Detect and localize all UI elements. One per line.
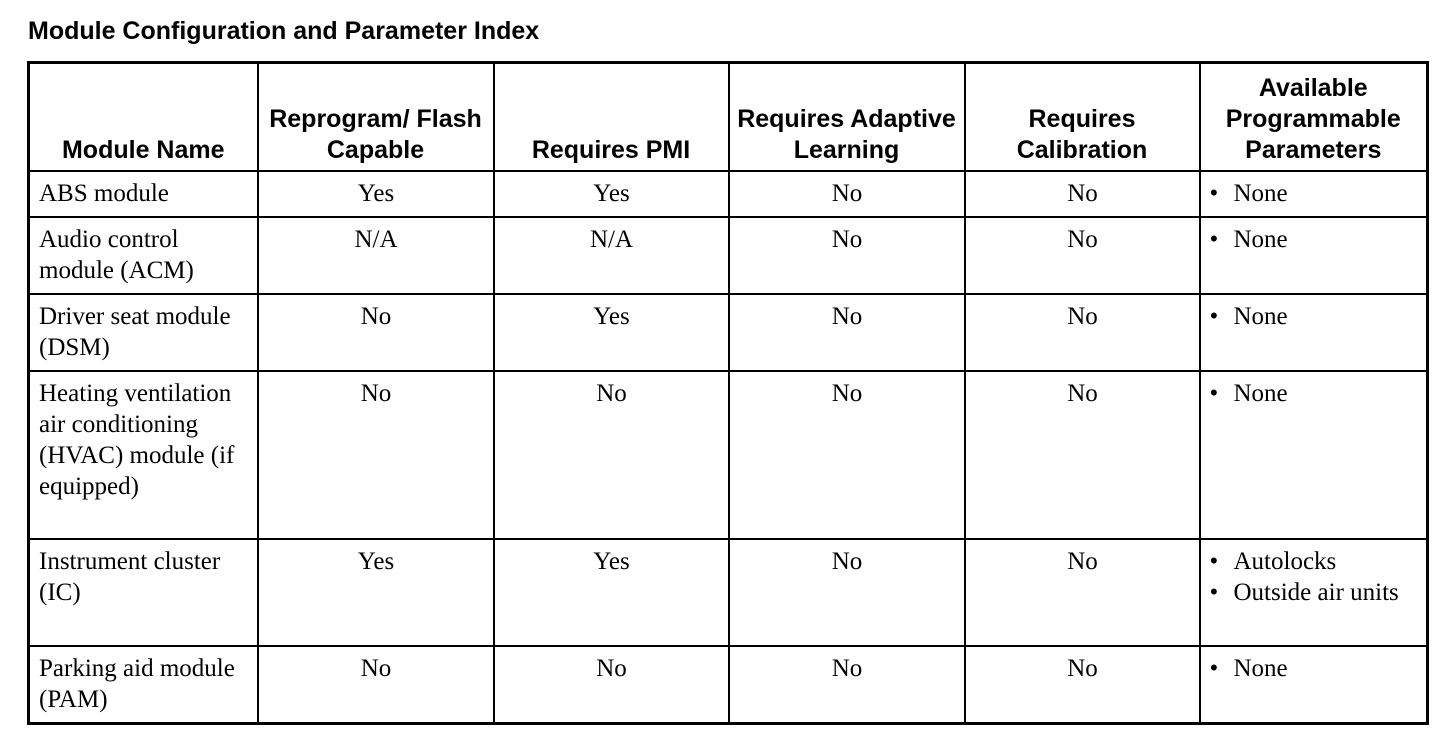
requires-pmi-cell: Yes xyxy=(494,294,729,371)
column-header-requires-pmi: Requires PMI xyxy=(494,63,729,172)
parameter-label: None xyxy=(1233,380,1288,407)
column-header-calibration: Requires Calibration xyxy=(965,63,1200,172)
column-header-adaptive-learning: Requires Adaptive Learning xyxy=(729,63,965,172)
requires-pmi-cell: Yes xyxy=(494,539,729,646)
table-row xyxy=(29,371,1428,539)
parameters-cell xyxy=(1200,371,1428,539)
column-header-module-name: Module Name xyxy=(29,63,258,172)
table-row xyxy=(29,539,1428,646)
column-header-programmable-parameters: Available Programmable Parameters xyxy=(1200,63,1428,172)
flash-capable-cell: No xyxy=(258,294,494,371)
bullet-icon: • xyxy=(1209,226,1219,253)
parameter-item xyxy=(1210,224,1419,255)
calibration-cell: No xyxy=(965,294,1200,371)
table-header xyxy=(29,63,1428,172)
adaptive-learning-cell: No xyxy=(729,294,965,371)
calibration-cell: No xyxy=(965,539,1200,646)
table-row xyxy=(29,646,1428,724)
parameter-list xyxy=(1210,178,1419,209)
module-name-cell: Audio control module (ACM) xyxy=(29,217,258,294)
flash-capable-cell: Yes xyxy=(258,171,494,217)
parameter-label: Autolocks xyxy=(1233,548,1337,575)
header-row xyxy=(29,63,1428,172)
parameter-label: None xyxy=(1233,303,1288,330)
requires-pmi-cell: No xyxy=(494,646,729,724)
module-name-cell: Heating ventilation air conditioning (HVAC) module (if equipped) xyxy=(29,371,258,539)
bullet-icon: • xyxy=(1209,548,1219,575)
requires-pmi-cell: Yes xyxy=(494,171,729,217)
bullet-icon: • xyxy=(1209,380,1219,407)
parameters-cell xyxy=(1200,539,1428,646)
flash-capable-cell: N/A xyxy=(258,217,494,294)
adaptive-learning-cell: No xyxy=(729,217,965,294)
parameter-item xyxy=(1210,653,1419,684)
parameters-cell xyxy=(1200,217,1428,294)
module-name-cell: ABS module xyxy=(29,171,258,217)
parameter-list xyxy=(1210,224,1419,255)
bullet-icon: • xyxy=(1209,303,1219,330)
parameters-cell xyxy=(1200,171,1428,217)
bullet-icon: • xyxy=(1209,655,1219,682)
parameter-list xyxy=(1210,301,1419,332)
parameter-label: None xyxy=(1233,655,1288,682)
module-parameter-table xyxy=(27,61,1429,725)
flash-capable-cell: No xyxy=(258,646,494,724)
parameters-cell xyxy=(1200,294,1428,371)
flash-capable-cell: Yes xyxy=(258,539,494,646)
calibration-cell: No xyxy=(965,371,1200,539)
adaptive-learning-cell: No xyxy=(729,646,965,724)
parameter-item xyxy=(1210,378,1419,409)
parameter-list xyxy=(1210,546,1419,608)
page-title: Module Configuration and Parameter Index xyxy=(28,17,540,45)
column-header-flash-capable: Reprogram/ Flash Capable xyxy=(258,63,494,172)
parameter-list xyxy=(1210,653,1419,684)
module-name-cell: Parking aid module (PAM) xyxy=(29,646,258,724)
parameter-item xyxy=(1210,178,1419,209)
bullet-icon: • xyxy=(1209,180,1219,207)
calibration-cell: No xyxy=(965,171,1200,217)
requires-pmi-cell: No xyxy=(494,371,729,539)
parameter-label: None xyxy=(1233,226,1288,253)
table-row xyxy=(29,294,1428,371)
module-name-cell: Driver seat module (DSM) xyxy=(29,294,258,371)
table-body xyxy=(29,171,1428,724)
adaptive-learning-cell: No xyxy=(729,371,965,539)
module-name-cell: Instrument cluster (IC) xyxy=(29,539,258,646)
table-row xyxy=(29,217,1428,294)
bullet-icon: • xyxy=(1209,579,1219,606)
parameter-label: Outside air units xyxy=(1233,579,1399,606)
requires-pmi-cell: N/A xyxy=(494,217,729,294)
parameter-item xyxy=(1210,577,1419,608)
flash-capable-cell: No xyxy=(258,371,494,539)
calibration-cell: No xyxy=(965,646,1200,724)
table-row xyxy=(29,171,1428,217)
adaptive-learning-cell: No xyxy=(729,539,965,646)
adaptive-learning-cell: No xyxy=(729,171,965,217)
parameter-list xyxy=(1210,378,1419,409)
parameter-item xyxy=(1210,546,1419,577)
parameter-label: None xyxy=(1233,180,1288,207)
parameters-cell xyxy=(1200,646,1428,724)
calibration-cell: No xyxy=(965,217,1200,294)
parameter-item xyxy=(1210,301,1419,332)
